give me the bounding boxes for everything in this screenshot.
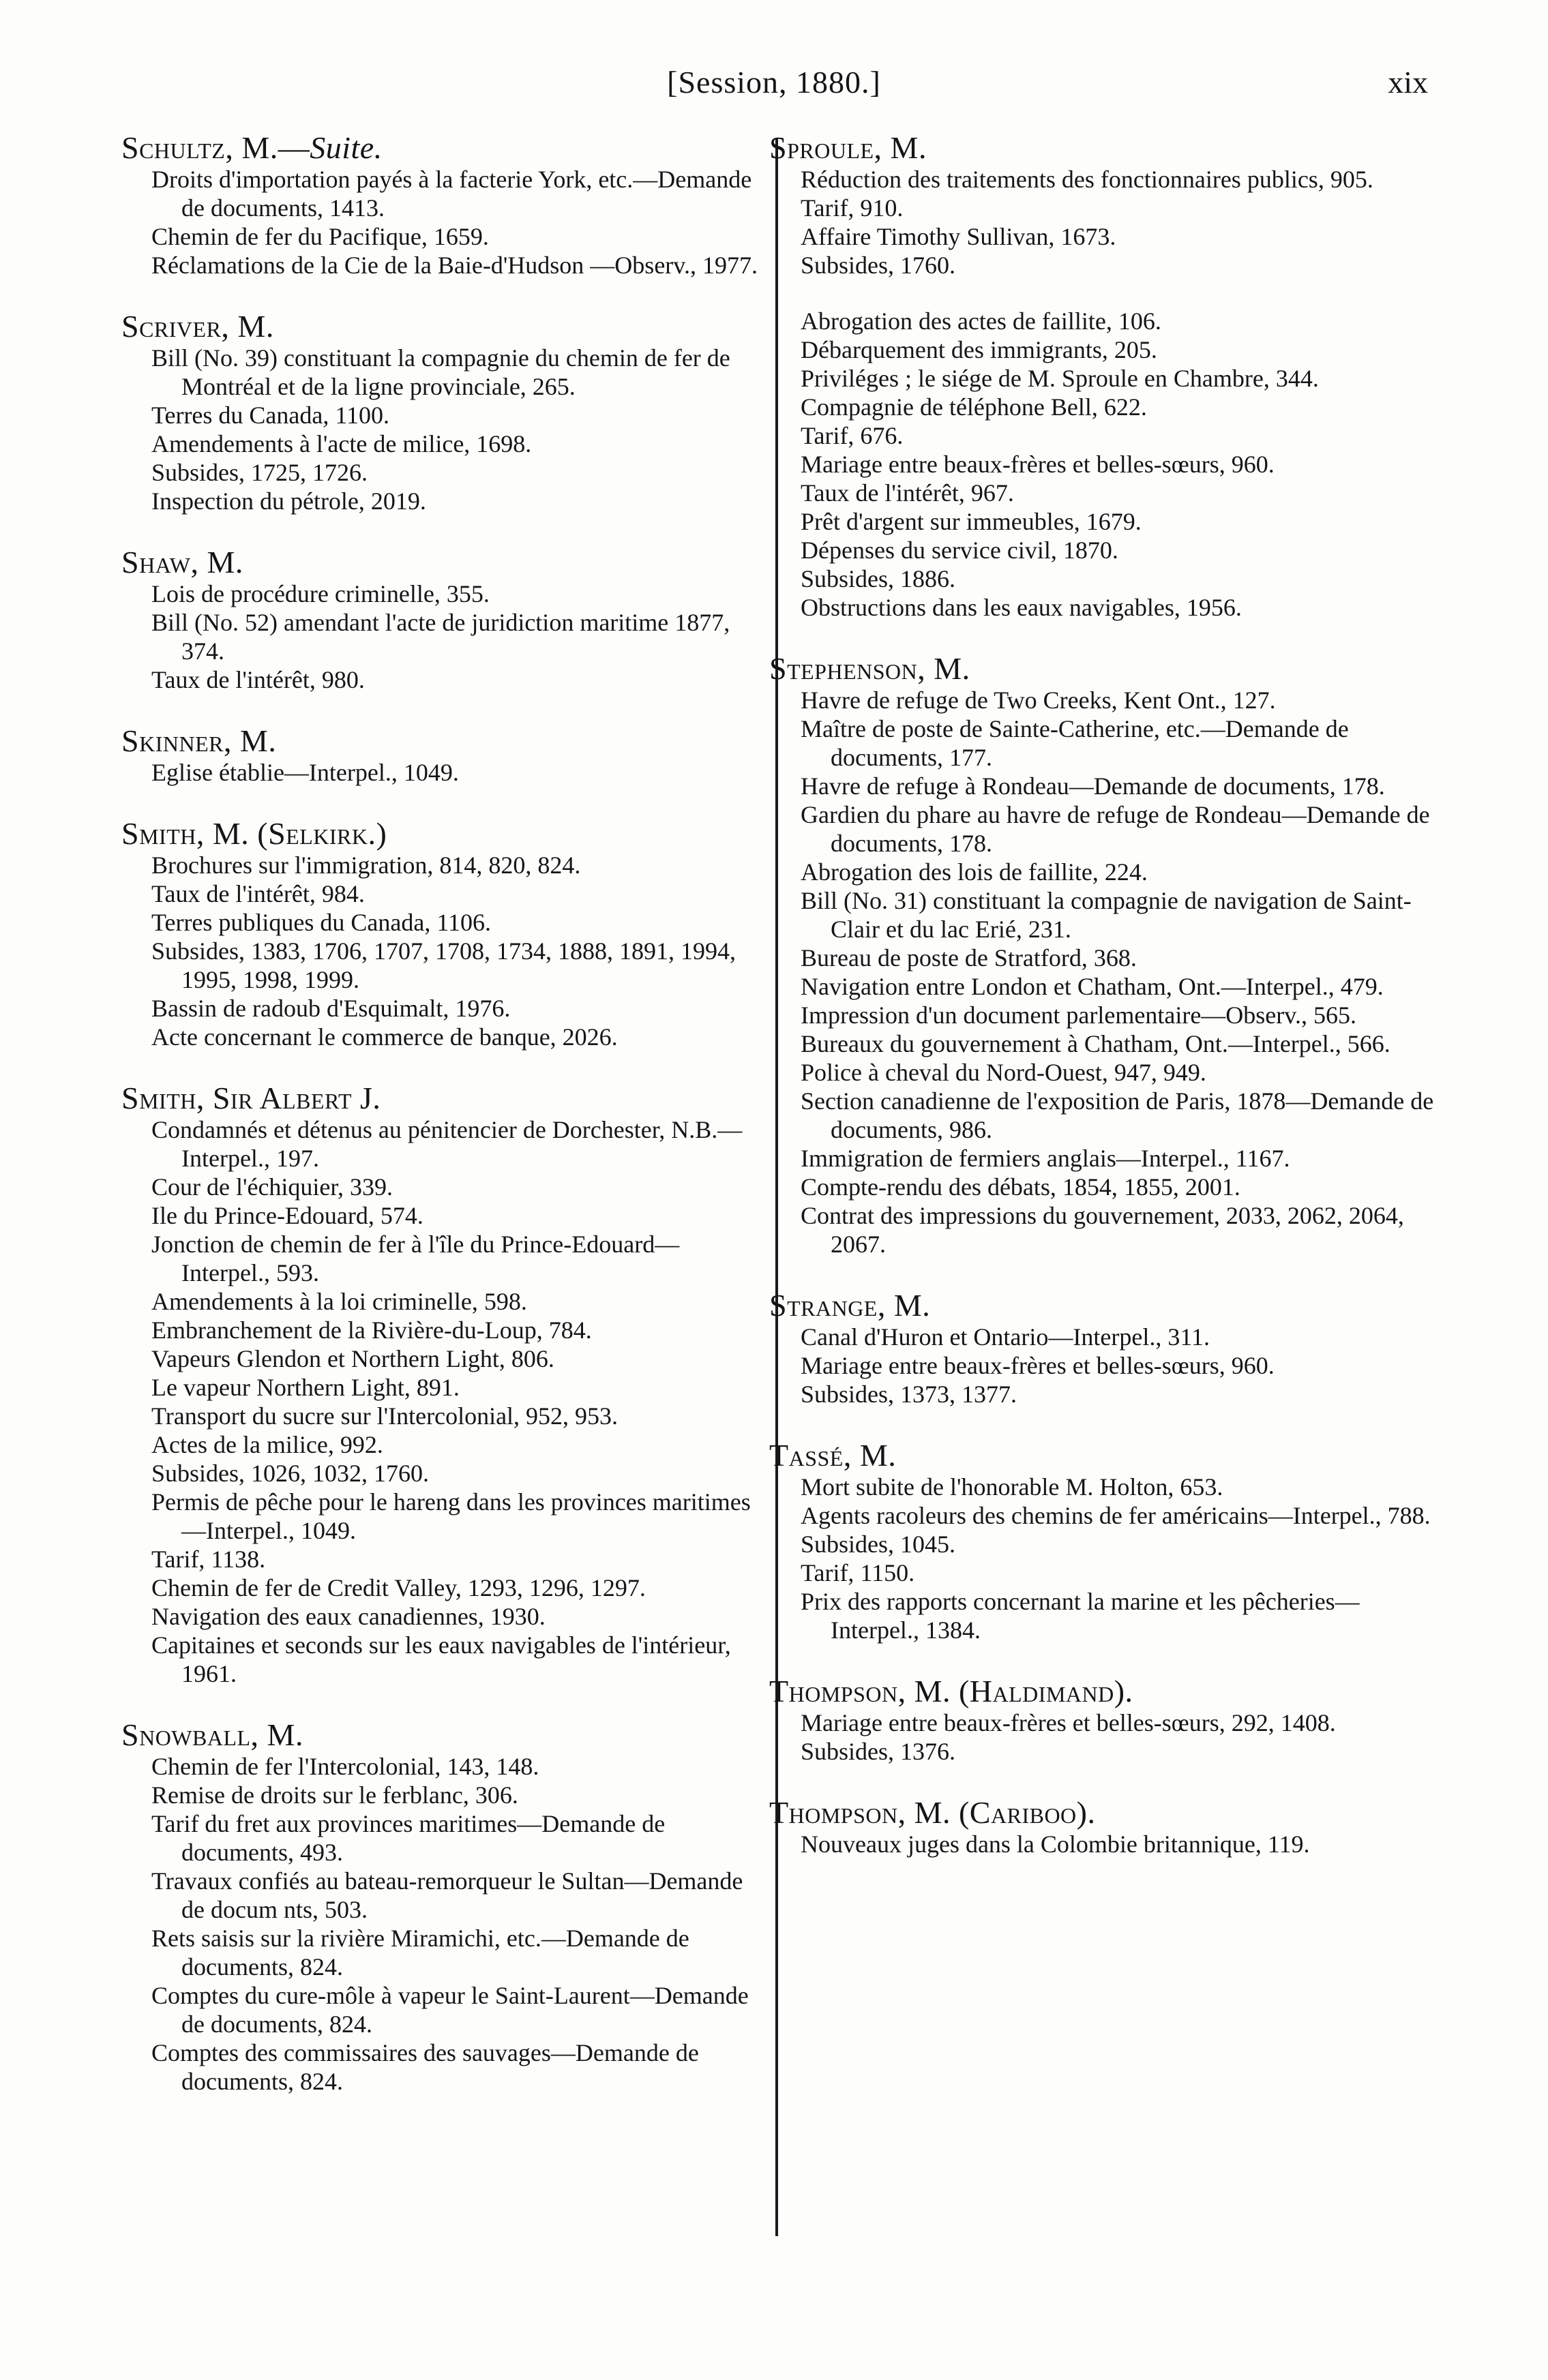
subject-line: Permis de pêche pour le hareng dans les provinces maritimes—Interpel., 1049. bbox=[151, 1488, 751, 1544]
index-entry bbox=[769, 1438, 1438, 1644]
member-name: Skinner, M. bbox=[121, 723, 277, 758]
right-column bbox=[769, 131, 1438, 1858]
subject-line: Bill (No. 31) constituant la compagnie de navigation de Saint-Clair et du lac Erié, 231. bbox=[801, 887, 1412, 943]
subject-line: Cour de l'échiquier, 339. bbox=[151, 1173, 393, 1201]
entry-name bbox=[121, 310, 762, 344]
subject-line: Terres publiques du Canada, 1106. bbox=[151, 909, 492, 936]
subject-line: Obstructions dans les eaux navigables, 1956. bbox=[801, 594, 1242, 621]
member-name: Tassé, M. bbox=[769, 1438, 897, 1473]
entry-gap bbox=[769, 622, 1438, 652]
entry-gap bbox=[121, 694, 762, 724]
subject-line: Abrogation des lois de faillite, 224. bbox=[801, 858, 1148, 886]
subject-line: Subsides, 1725, 1726. bbox=[151, 459, 368, 486]
subject-line: Taux de l'intérêt, 984. bbox=[151, 880, 365, 907]
subject-line: Chemin de fer l'Intercolonial, 143, 148. bbox=[151, 1753, 539, 1780]
member-name: Stephenson, M. bbox=[769, 651, 970, 686]
index-entry bbox=[121, 545, 762, 694]
entry-subjects bbox=[769, 1830, 1438, 1858]
member-name: Smith, M. (Selkirk.) bbox=[121, 816, 387, 851]
subject-line: Travaux confiés au bateau-remorqueur le Sultan—Demande de docum nts, 503. bbox=[151, 1867, 743, 1923]
subject-line: Taux de l'intérêt, 980. bbox=[151, 666, 365, 693]
entry-subjects bbox=[769, 1323, 1438, 1409]
subject-line: Mariage entre beaux-frères et belles-sœurs, 960. bbox=[801, 1352, 1275, 1379]
index-entry bbox=[121, 1081, 762, 1688]
entry-name bbox=[769, 1674, 1438, 1708]
subject-line: Droits d'importation payés à la facterie York, etc.—Demande de documents, 1413. bbox=[151, 166, 752, 222]
name-suffix: Suite. bbox=[310, 130, 383, 165]
index-entry bbox=[769, 1796, 1438, 1858]
subject-line: Havre de refuge à Rondeau—Demande de documents, 178. bbox=[801, 772, 1385, 800]
subject-line: Capitaines et seconds sur les eaux navigables de l'intérieur, 1961. bbox=[151, 1631, 731, 1687]
subject-line: Condamnés et détenus au pénitencier de Dorchester, N.B.—Interpel., 197. bbox=[151, 1116, 743, 1172]
subject-line: Tarif, 1138. bbox=[151, 1546, 266, 1573]
subject-line: Compagnie de téléphone Bell, 622. bbox=[801, 393, 1147, 421]
subject-line: Abrogation des actes de faillite, 106. bbox=[801, 307, 1161, 335]
index-entry bbox=[121, 817, 762, 1051]
subject-line: Subsides, 1026, 1032, 1760. bbox=[151, 1460, 430, 1487]
subject-line: Tarif, 910. bbox=[801, 194, 904, 222]
subject-line: Réclamations de la Cie de la Baie-d'Hudson —Observ., 1977. bbox=[151, 252, 758, 279]
entry-name bbox=[121, 545, 762, 579]
subject-line: Subsides, 1373, 1377. bbox=[801, 1381, 1017, 1408]
page-number: xix bbox=[1388, 65, 1428, 100]
index-entry bbox=[769, 1289, 1438, 1409]
entry-subjects bbox=[769, 1708, 1438, 1766]
subject-line: Subsides, 1045. bbox=[801, 1531, 956, 1558]
subject-line: Subsides, 1760. bbox=[801, 252, 956, 279]
index-entry bbox=[121, 131, 762, 280]
subject-line: Réduction des traitements des fonctionnaires publics, 905. bbox=[801, 166, 1373, 193]
entry-gap bbox=[769, 1766, 1438, 1796]
entry-subjects bbox=[121, 1752, 762, 2096]
subject-line: Canal d'Huron et Ontario—Interpel., 311. bbox=[801, 1323, 1210, 1351]
subject-line: Tarif, 1150. bbox=[801, 1559, 915, 1586]
entry-name bbox=[121, 724, 762, 758]
member-name: Thompson, M. (Cariboo). bbox=[769, 1795, 1096, 1830]
subject-line: Dépenses du service civil, 1870. bbox=[801, 537, 1118, 564]
entry-gap bbox=[121, 280, 762, 310]
entry-gap bbox=[121, 1051, 762, 1081]
subject-line: Mariage entre beaux-frères et belles-sœurs, 960. bbox=[801, 451, 1275, 478]
subject-line: Impression d'un document parlementaire—Observ., 565. bbox=[801, 1001, 1356, 1029]
subject-spacer bbox=[769, 280, 1438, 307]
index-entry bbox=[769, 1674, 1438, 1766]
subject-line: Comptes des commissaires des sauvages—Demande de documents, 824. bbox=[151, 2039, 699, 2095]
member-name: Strange, M. bbox=[769, 1288, 931, 1323]
subject-line: Rets saisis sur la rivière Miramichi, etc.—Demande de documents, 824. bbox=[151, 1925, 689, 1980]
subject-line: Bureau de poste de Stratford, 368. bbox=[801, 944, 1137, 971]
member-name: Snowball, M. bbox=[121, 1717, 303, 1752]
page-header bbox=[0, 64, 1548, 112]
subject-line: Navigation entre London et Chatham, Ont.—Interpel., 479. bbox=[801, 973, 1384, 1000]
member-name: Shaw, M. bbox=[121, 545, 243, 579]
index-entry bbox=[769, 652, 1438, 1259]
subject-line: Eglise établie—Interpel., 1049. bbox=[151, 759, 459, 786]
subject-line: Comptes du cure-môle à vapeur le Saint-Laurent—Demande de documents, 824. bbox=[151, 1982, 749, 2038]
subject-line: Vapeurs Glendon et Northern Light, 806. bbox=[151, 1345, 554, 1372]
subject-line: Remise de droits sur le ferblanc, 306. bbox=[151, 1781, 518, 1809]
subject-line: Lois de procédure criminelle, 355. bbox=[151, 580, 490, 607]
subject-line: Bill (No. 39) constituant la compagnie du chemin de fer de Montréal et de la ligne provinciale, 265. bbox=[151, 344, 730, 400]
entry-subjects bbox=[769, 165, 1438, 622]
entry-name bbox=[121, 131, 762, 165]
session-title: [Session, 1880.] bbox=[667, 65, 881, 100]
subject-line: Subsides, 1383, 1706, 1707, 1708, 1734, 1888, 1891, 1994, 1995, 1998, 1999. bbox=[151, 937, 736, 993]
subject-line: Tarif du fret aux provinces maritimes—Demande de documents, 493. bbox=[151, 1810, 666, 1866]
subject-line: Police à cheval du Nord-Ouest, 947, 949. bbox=[801, 1059, 1206, 1086]
subject-line: Agents racoleurs des chemins de fer américains—Interpel., 788. bbox=[801, 1502, 1431, 1529]
entry-subjects bbox=[121, 579, 762, 694]
entry-subjects bbox=[769, 1473, 1438, 1644]
subject-line: Contrat des impressions du gouvernement, 2033, 2062, 2064, 2067. bbox=[801, 1202, 1404, 1258]
member-name: Smith, Sir Albert J. bbox=[121, 1081, 381, 1115]
member-name: Scriver, M. bbox=[121, 309, 274, 344]
subject-line: Inspection du pétrole, 2019. bbox=[151, 487, 426, 515]
entry-subjects bbox=[121, 1115, 762, 1688]
entry-name bbox=[121, 1081, 762, 1115]
entry-name bbox=[769, 652, 1438, 686]
entry-name bbox=[121, 1718, 762, 1752]
subject-line: Débarquement des immigrants, 205. bbox=[801, 336, 1157, 363]
index-entry bbox=[769, 131, 1438, 622]
subject-line: Affaire Timothy Sullivan, 1673. bbox=[801, 223, 1116, 250]
entry-name bbox=[769, 1289, 1438, 1323]
subject-line: Ile du Prince-Edouard, 574. bbox=[151, 1202, 423, 1229]
index-entry bbox=[121, 310, 762, 515]
subject-line: Nouveaux juges dans la Colombie britannique, 119. bbox=[801, 1831, 1310, 1858]
subject-line: Priviléges ; le siége de M. Sproule en Chambre, 344. bbox=[801, 365, 1319, 392]
subject-line: Brochures sur l'immigration, 814, 820, 824. bbox=[151, 852, 581, 879]
subject-line: Navigation des eaux canadiennes, 1930. bbox=[151, 1603, 546, 1630]
subject-line: Amendements à l'acte de milice, 1698. bbox=[151, 430, 532, 457]
subject-line: Jonction de chemin de fer à l'île du Prince-Edouard—Interpel., 593. bbox=[151, 1231, 680, 1286]
member-name: Sproule, M. bbox=[769, 130, 927, 165]
subject-line: Mariage entre beaux-frères et belles-sœurs, 292, 1408. bbox=[801, 1709, 1336, 1736]
entry-gap bbox=[121, 1688, 762, 1718]
subject-line: Le vapeur Northern Light, 891. bbox=[151, 1374, 460, 1401]
member-name: Schultz, M.— bbox=[121, 130, 310, 165]
entry-subjects bbox=[121, 851, 762, 1051]
entry-gap bbox=[121, 787, 762, 817]
subject-line: Immigration de fermiers anglais—Interpel., 1167. bbox=[801, 1145, 1290, 1172]
entry-name bbox=[121, 817, 762, 851]
entry-gap bbox=[769, 1644, 1438, 1674]
subject-line: Compte-rendu des débats, 1854, 1855, 2001. bbox=[801, 1173, 1240, 1201]
subject-line: Mort subite de l'honorable M. Holton, 653. bbox=[801, 1473, 1223, 1501]
entry-gap bbox=[121, 515, 762, 545]
subject-line: Bill (No. 52) amendant l'acte de juridiction maritime 1877, 374. bbox=[151, 609, 730, 665]
entry-subjects bbox=[121, 165, 762, 280]
subject-line: Maître de poste de Sainte-Catherine, etc.—Demande de documents, 177. bbox=[801, 715, 1349, 771]
subject-line: Acte concernant le commerce de banque, 2026. bbox=[151, 1023, 618, 1051]
subject-line: Bureaux du gouvernement à Chatham, Ont.—Interpel., 566. bbox=[801, 1030, 1390, 1057]
subject-line: Amendements à la loi criminelle, 598. bbox=[151, 1288, 527, 1315]
subject-line: Gardien du phare au havre de refuge de Rondeau—Demande de documents, 178. bbox=[801, 801, 1430, 857]
subject-line: Transport du sucre sur l'Intercolonial, 952, 953. bbox=[151, 1402, 619, 1430]
left-column bbox=[121, 131, 762, 2096]
subject-line: Taux de l'intérêt, 967. bbox=[801, 479, 1014, 507]
subject-line: Actes de la milice, 992. bbox=[151, 1431, 383, 1458]
entry-subjects bbox=[769, 686, 1438, 1259]
subject-line: Subsides, 1376. bbox=[801, 1738, 956, 1765]
subject-line: Terres du Canada, 1100. bbox=[151, 402, 390, 429]
subject-line: Prêt d'argent sur immeubles, 1679. bbox=[801, 508, 1142, 535]
subject-line: Bassin de radoub d'Esquimalt, 1976. bbox=[151, 995, 511, 1022]
subject-line: Havre de refuge de Two Creeks, Kent Ont., 127. bbox=[801, 687, 1276, 714]
subject-line: Tarif, 676. bbox=[801, 422, 904, 449]
member-name: Thompson, M. (Haldimand). bbox=[769, 1674, 1133, 1708]
subject-line: Chemin de fer du Pacifique, 1659. bbox=[151, 223, 489, 250]
entry-subjects bbox=[121, 344, 762, 515]
entry-name bbox=[769, 131, 1438, 165]
entry-name bbox=[769, 1438, 1438, 1473]
subject-line: Subsides, 1886. bbox=[801, 565, 956, 592]
entry-name bbox=[769, 1796, 1438, 1830]
index-entry bbox=[121, 1718, 762, 2096]
entry-gap bbox=[769, 1259, 1438, 1289]
subject-line: Section canadienne de l'exposition de Paris, 1878—Demande de documents, 986. bbox=[801, 1087, 1434, 1143]
subject-line: Chemin de fer de Credit Valley, 1293, 1296, 1297. bbox=[151, 1574, 646, 1601]
entry-gap bbox=[769, 1409, 1438, 1438]
index-entry bbox=[121, 724, 762, 787]
entry-subjects bbox=[121, 758, 762, 787]
subject-line: Embranchement de la Rivière-du-Loup, 784. bbox=[151, 1316, 592, 1344]
subject-line: Prix des rapports concernant la marine et les pêcheries—Interpel., 1384. bbox=[801, 1588, 1360, 1644]
